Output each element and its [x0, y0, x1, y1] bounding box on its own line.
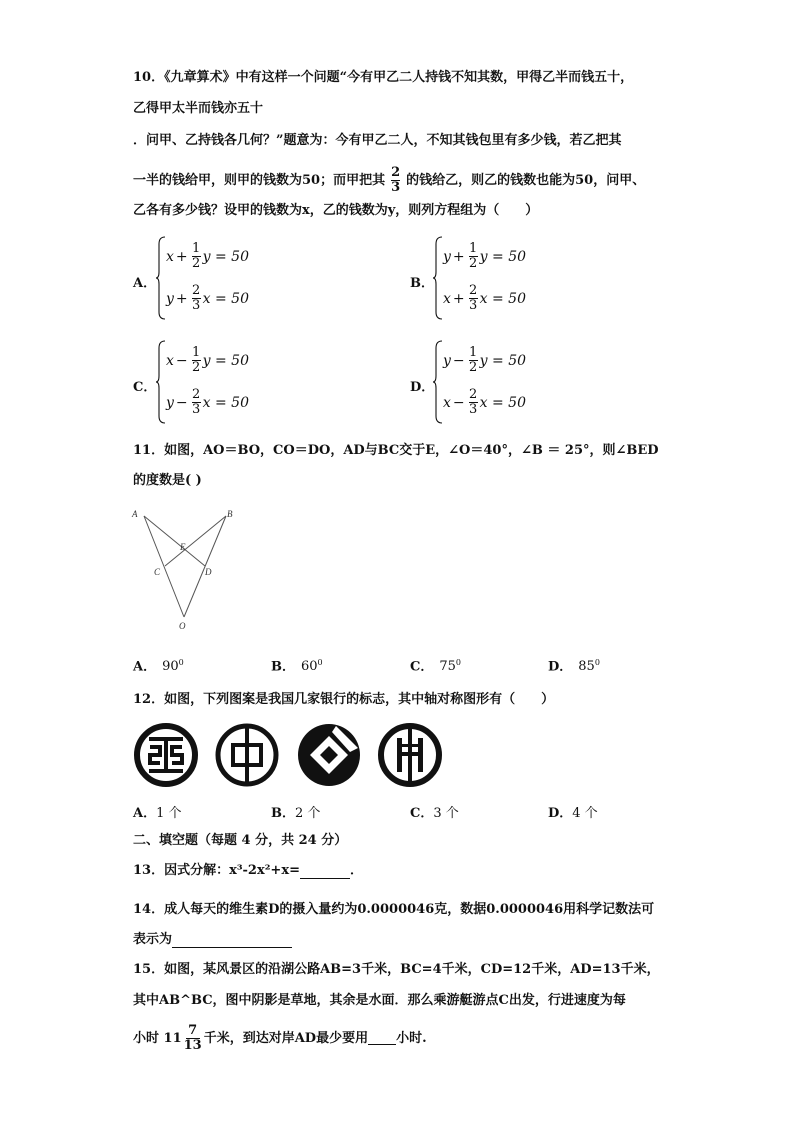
q10-line4 [133, 166, 645, 195]
q10-option-a-eq1: x + $\frac{1}{2}$ y = 50 [166, 241, 249, 271]
q10-option-c-label: C． [133, 380, 157, 395]
q11-label-d: D [205, 567, 212, 577]
q12-option-a: A．1 个 [133, 806, 182, 821]
q14-line2: 表示为 [133, 932, 292, 948]
q10-option-b-eq2: x + $\frac{2}{3}$ x = 50 [443, 283, 526, 313]
q10-option-d-label: D． [410, 380, 435, 395]
q11-segment-ao [144, 516, 184, 617]
q11-line2: 的度数是( ) [133, 473, 202, 488]
q11-label-a: A [132, 509, 138, 519]
q11-option-a: A． $90^0$ [133, 658, 184, 675]
q15-line2: 其中AB^BC，图中阴影是草地，其余是水面．那么乘游艇游点C出发，行进速度为每 [133, 993, 626, 1008]
q12-option-d: D．4 个 [548, 806, 598, 821]
q11-label-c: C [154, 567, 161, 577]
q10-option-c-eq2: y − $\frac{2}{3}$ x = 50 [166, 387, 249, 417]
q13: 13．因式分解：x³-2x²+x= ． [133, 863, 363, 878]
q11-option-c: C． $75^0$ [410, 658, 461, 675]
section-2-heading: 二、填空题（每题 4 分，共 24 分） [133, 833, 348, 848]
q15-answer-blank [368, 1032, 396, 1045]
q10-option-b-label: B． [410, 276, 434, 291]
q12-line1: 12．如图，下列图案是我国几家银行的标志，其中轴对称图形有（ ） [133, 692, 555, 707]
q10-option-d-eq1: y − $\frac{1}{2}$ y = 50 [443, 345, 527, 375]
q15-line1: 15．如图，某风景区的沿湖公路AB=3千米，BC=4千米，CD=12千米，AD=13千米， [133, 962, 660, 977]
q11-figure [128, 505, 243, 635]
q10-frac-num: 2 [391, 165, 401, 180]
bank-logo-3-icon [296, 722, 362, 788]
q10-line4-a: 一半的钱给甲，则甲的钱数为50；而甲把其 [133, 172, 386, 188]
q10-line5: 乙各有多少钱？设甲的钱数为x，乙的钱数为y，则列方程组为（ ） [133, 203, 539, 218]
q10-option-a-label: A． [133, 276, 157, 291]
bank-logo-1-icon [133, 722, 199, 788]
q11-label-o: O [179, 621, 186, 631]
q12-option-c: C．3 个 [410, 806, 459, 821]
q12-option-b: B．2 个 [271, 806, 321, 821]
q14-answer-blank [172, 935, 292, 948]
q11-label-b: B [227, 509, 233, 519]
q13-answer-blank [300, 866, 350, 879]
q15-line3: 小时 11 $\frac{7}{13}$ 千米，到达对岸AD最少要用 小时. [133, 1023, 427, 1053]
q11-option-d: D． $85^0$ [548, 658, 600, 675]
q10-line4-b: 的钱给乙，则乙的钱数也能为50，问甲、 [406, 172, 646, 188]
q10-option-a-eq2: y + $\frac{2}{3}$ x = 50 [166, 283, 249, 313]
q10-line2: 乙得甲太半而钱亦五十 [133, 101, 264, 116]
q14-line1: 14．成人每天的维生素D的摄入量约为0.0000046克，数据0.0000046用科学记数法可 [133, 902, 655, 917]
q10-frac-den: 3 [391, 180, 401, 195]
q10-line1: 10．《九章算术》中有这样一个问题“今有甲乙二人持钱不知其数，甲得乙半而钱五十， [133, 70, 634, 85]
q10-line3: ．问甲、乙持钱各几何？”题意为：今有甲乙二人，不知其钱包里有多少钱，若乙把其 [133, 133, 622, 148]
q10-option-d-eq2: x − $\frac{2}{3}$ x = 50 [443, 387, 526, 417]
q11-label-e: E [180, 542, 186, 552]
bank-logo-2-icon [214, 722, 280, 788]
q10-fraction [391, 166, 400, 195]
q11-line1: 11．如图，AO＝BO，CO＝DO，AD与BC交于E，∠O＝40°，∠B ＝ 25°，则∠BED [133, 443, 659, 458]
q11-option-b: B． $60^0$ [271, 658, 323, 675]
q10-option-b-eq1: y + $\frac{1}{2}$ y = 50 [443, 241, 527, 271]
q10-option-c-eq1: x − $\frac{1}{2}$ y = 50 [166, 345, 249, 375]
bank-logo-4-icon [377, 722, 443, 788]
